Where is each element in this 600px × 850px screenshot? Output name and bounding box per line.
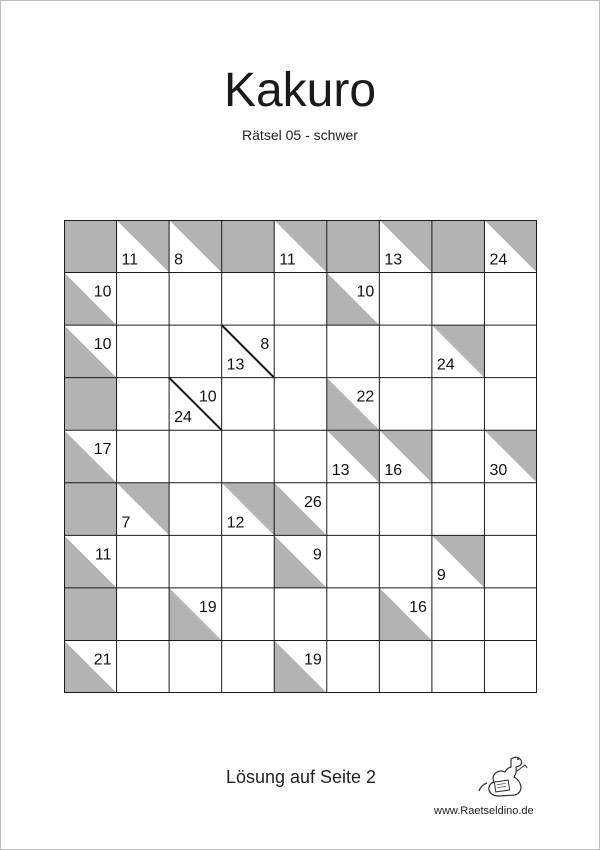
- entry-cell[interactable]: [274, 588, 327, 641]
- clue-cell: [64, 273, 117, 326]
- clue-cell: [117, 483, 170, 536]
- blocked-cell: [327, 220, 380, 273]
- clue-cell: [379, 588, 432, 641]
- entry-cell[interactable]: [274, 325, 327, 378]
- entry-cell[interactable]: [327, 325, 380, 378]
- entry-cell[interactable]: [484, 325, 537, 378]
- entry-cell[interactable]: [379, 483, 432, 536]
- entry-cell[interactable]: [169, 430, 222, 483]
- clue-cell: [327, 273, 380, 326]
- clue-cell: [64, 325, 117, 378]
- entry-cell[interactable]: [432, 588, 485, 641]
- clue-cell: [64, 535, 117, 588]
- across-clue-number: 10: [93, 283, 112, 301]
- down-clue-number: 13: [384, 251, 403, 269]
- across-clue-number: 21: [93, 651, 112, 669]
- entry-cell[interactable]: [379, 378, 432, 431]
- entry-cell[interactable]: [484, 640, 537, 693]
- down-clue-number: 24: [489, 251, 508, 269]
- entry-cell[interactable]: [484, 535, 537, 588]
- clue-cell: [432, 535, 485, 588]
- clue-cell: [222, 325, 275, 378]
- entry-cell[interactable]: [117, 535, 170, 588]
- clue-cell: [117, 220, 170, 273]
- across-clue-number: 10: [356, 283, 375, 301]
- across-clue-number: 17: [93, 441, 112, 459]
- entry-cell[interactable]: [379, 640, 432, 693]
- entry-cell[interactable]: [169, 483, 222, 536]
- down-clue-number: 7: [121, 514, 131, 532]
- clue-cell: [274, 220, 327, 273]
- entry-cell[interactable]: [222, 378, 275, 431]
- clue-cell: [484, 220, 537, 273]
- down-clue-number: 11: [279, 251, 296, 269]
- down-clue-number: 9: [436, 566, 446, 584]
- entry-cell[interactable]: [169, 535, 222, 588]
- entry-cell[interactable]: [274, 378, 327, 431]
- entry-cell[interactable]: [117, 273, 170, 326]
- kakuro-grid: [64, 220, 537, 693]
- entry-cell[interactable]: [169, 640, 222, 693]
- clue-cell: [64, 430, 117, 483]
- clue-cell: [274, 535, 327, 588]
- clue-cell: [169, 588, 222, 641]
- clue-cell: [432, 325, 485, 378]
- entry-cell[interactable]: [327, 483, 380, 536]
- entry-cell[interactable]: [169, 325, 222, 378]
- entry-cell[interactable]: [432, 378, 485, 431]
- across-clue-number: 9: [312, 546, 322, 564]
- puzzle-subtitle: Rätsel 05 - schwer: [242, 127, 358, 143]
- entry-cell[interactable]: [432, 430, 485, 483]
- entry-cell[interactable]: [117, 378, 170, 431]
- entry-cell[interactable]: [327, 640, 380, 693]
- entry-cell[interactable]: [379, 535, 432, 588]
- down-clue-number: 24: [174, 409, 192, 427]
- entry-cell[interactable]: [484, 483, 537, 536]
- entry-cell[interactable]: [484, 588, 537, 641]
- entry-cell[interactable]: [222, 430, 275, 483]
- entry-cell[interactable]: [379, 325, 432, 378]
- down-clue-number: 24: [436, 356, 455, 374]
- entry-cell[interactable]: [327, 588, 380, 641]
- blocked-cell: [64, 483, 117, 536]
- across-clue-number: 16: [409, 598, 427, 616]
- down-clue-number: 13: [226, 356, 245, 374]
- entry-cell[interactable]: [222, 640, 275, 693]
- down-clue-number: 12: [226, 514, 245, 532]
- entry-cell[interactable]: [327, 535, 380, 588]
- clue-cell: [379, 220, 432, 273]
- dinosaur-logo-icon: [477, 753, 533, 801]
- clue-cell: [64, 640, 117, 693]
- entry-cell[interactable]: [169, 273, 222, 326]
- entry-cell[interactable]: [117, 325, 170, 378]
- entry-cell[interactable]: [117, 588, 170, 641]
- entry-cell[interactable]: [222, 535, 275, 588]
- entry-cell[interactable]: [432, 273, 485, 326]
- blocked-cell: [64, 588, 117, 641]
- entry-cell[interactable]: [274, 430, 327, 483]
- entry-cell[interactable]: [274, 273, 327, 326]
- clue-cell: [274, 640, 327, 693]
- down-clue-number: 13: [331, 461, 350, 479]
- clue-cell: [379, 430, 432, 483]
- entry-cell[interactable]: [222, 588, 275, 641]
- clue-cell: [274, 483, 327, 536]
- clue-cell: [169, 220, 222, 273]
- blocked-cell: [64, 378, 117, 431]
- blocked-cell: [432, 220, 485, 273]
- down-clue-number: 11: [121, 251, 139, 269]
- across-clue-number: 26: [303, 493, 322, 511]
- entry-cell[interactable]: [484, 273, 537, 326]
- clue-cell: [484, 430, 537, 483]
- clue-cell: [169, 378, 222, 431]
- across-clue-number: 22: [356, 388, 375, 406]
- across-clue-number: 19: [198, 598, 217, 616]
- entry-cell[interactable]: [222, 273, 275, 326]
- clue-cell: [222, 483, 275, 536]
- entry-cell[interactable]: [432, 640, 485, 693]
- solution-hint: Lösung auf Seite 2: [225, 767, 377, 787]
- entry-cell[interactable]: [117, 640, 170, 693]
- across-clue-number: 10: [93, 336, 112, 354]
- across-clue-number: 11: [94, 546, 112, 564]
- page-title: Kakuro: [223, 64, 377, 117]
- entry-cell[interactable]: [484, 378, 537, 431]
- clue-cell: [327, 378, 380, 431]
- blocked-cell: [64, 220, 117, 273]
- entry-cell[interactable]: [117, 430, 170, 483]
- across-clue-number: 8: [260, 336, 270, 354]
- blocked-cell: [222, 220, 275, 273]
- across-clue-number: 10: [198, 388, 217, 406]
- entry-cell[interactable]: [379, 273, 432, 326]
- entry-cell[interactable]: [432, 483, 485, 536]
- down-clue-number: 16: [384, 461, 403, 479]
- across-clue-number: 19: [303, 651, 322, 669]
- clue-cell: [327, 430, 380, 483]
- website-link[interactable]: www.Raetseldino.de: [434, 805, 534, 817]
- down-clue-number: 30: [489, 461, 508, 479]
- down-clue-number: 8: [174, 251, 184, 269]
